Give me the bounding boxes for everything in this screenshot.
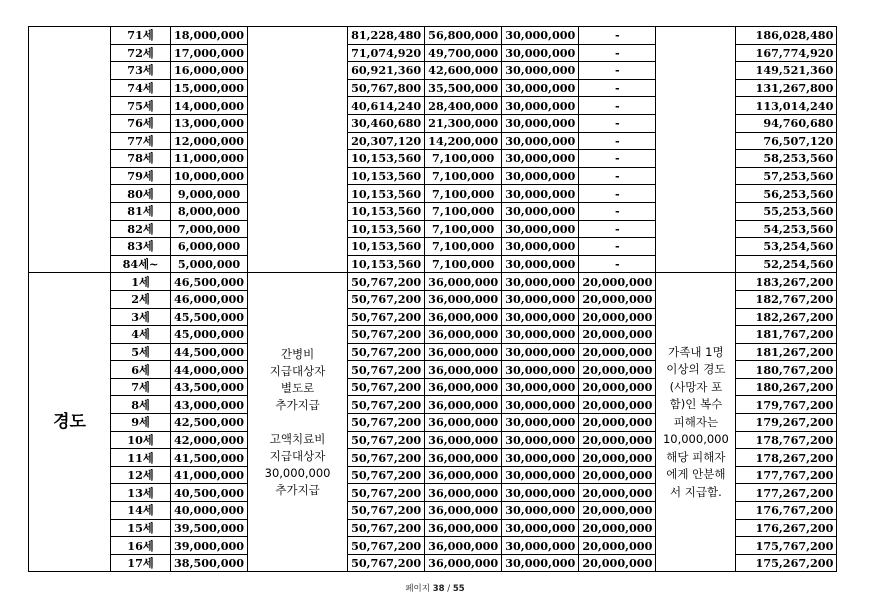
base-amount-cell: 40,000,000 <box>171 502 248 520</box>
family-note-line: 10,000,000 <box>662 432 729 447</box>
page-footer-prefix: 페이지 <box>405 584 430 594</box>
total-amount-cell: 149,521,360 <box>736 62 837 80</box>
amount-cell-4: 50,767,800 <box>348 79 425 97</box>
total-amount-cell: 175,267,200 <box>736 554 837 572</box>
amount-cell-6: 30,000,000 <box>502 44 579 62</box>
amount-cell-6: 30,000,000 <box>502 220 579 238</box>
amount-cell-6: 30,000,000 <box>502 114 579 132</box>
base-amount-cell: 13,000,000 <box>171 114 248 132</box>
amount-cell-6: 30,000,000 <box>502 132 579 150</box>
page-current: 38 <box>432 584 445 594</box>
total-amount-cell: 167,774,920 <box>736 44 837 62</box>
compensation-table <box>28 26 837 572</box>
total-amount-cell: 179,767,200 <box>736 396 837 414</box>
amount-cell-4: 50,767,200 <box>348 519 425 537</box>
amount-cell-7: 20,000,000 <box>579 537 656 555</box>
family-note-line: 함)인 복수 <box>669 397 723 412</box>
amount-cell-5: 36,000,000 <box>425 431 502 449</box>
total-amount-cell: 131,267,800 <box>736 79 837 97</box>
amount-cell-7: 20,000,000 <box>579 466 656 484</box>
amount-cell-7: 20,000,000 <box>579 414 656 432</box>
amount-cell-4: 50,767,200 <box>348 449 425 467</box>
family-note-line: 서 지급함. <box>670 484 722 499</box>
age-cell: 80세 <box>111 185 171 203</box>
amount-cell-6: 30,000,000 <box>502 449 579 467</box>
amount-cell-6: 30,000,000 <box>502 484 579 502</box>
total-amount-cell: 181,767,200 <box>736 326 837 344</box>
amount-cell-7: - <box>579 62 656 80</box>
family-note-cell <box>656 27 736 273</box>
age-cell: 75세 <box>111 97 171 115</box>
age-cell: 15세 <box>111 519 171 537</box>
base-amount-cell: 38,500,000 <box>171 554 248 572</box>
amount-cell-6: 30,000,000 <box>502 185 579 203</box>
base-amount-cell: 10,000,000 <box>171 167 248 185</box>
amount-cell-6: 30,000,000 <box>502 431 579 449</box>
amount-cell-4: 50,767,200 <box>348 431 425 449</box>
amount-cell-6: 30,000,000 <box>502 238 579 256</box>
amount-cell-6: 30,000,000 <box>502 502 579 520</box>
amount-cell-7: 20,000,000 <box>579 308 656 326</box>
amount-cell-5: 36,000,000 <box>425 378 502 396</box>
amount-cell-7: 20,000,000 <box>579 361 656 379</box>
age-cell: 10세 <box>111 431 171 449</box>
amount-cell-5: 7,100,000 <box>425 150 502 168</box>
age-cell: 79세 <box>111 167 171 185</box>
amount-cell-5: 7,100,000 <box>425 238 502 256</box>
amount-cell-4: 71,074,920 <box>348 44 425 62</box>
amount-cell-6: 30,000,000 <box>502 255 579 273</box>
amount-cell-7: - <box>579 114 656 132</box>
amount-cell-5: 36,000,000 <box>425 449 502 467</box>
family-note-line: 해당 피해자 <box>666 449 726 464</box>
age-cell: 16세 <box>111 537 171 555</box>
amount-cell-7: 20,000,000 <box>579 431 656 449</box>
amount-cell-7: - <box>579 238 656 256</box>
amount-cell-6: 30,000,000 <box>502 202 579 220</box>
amount-cell-5: 28,400,000 <box>425 97 502 115</box>
base-amount-cell: 15,000,000 <box>171 79 248 97</box>
amount-cell-7: 20,000,000 <box>579 449 656 467</box>
base-amount-cell: 8,000,000 <box>171 202 248 220</box>
total-amount-cell: 183,267,200 <box>736 273 837 291</box>
age-cell: 71세 <box>111 27 171 45</box>
amount-cell-7: - <box>579 167 656 185</box>
amount-cell-6: 30,000,000 <box>502 290 579 308</box>
amount-cell-7: 20,000,000 <box>579 519 656 537</box>
age-cell: 13세 <box>111 484 171 502</box>
age-cell: 83세 <box>111 238 171 256</box>
base-amount-cell: 45,000,000 <box>171 326 248 344</box>
amount-cell-4: 50,767,200 <box>348 466 425 484</box>
base-amount-cell: 40,500,000 <box>171 484 248 502</box>
base-amount-cell: 43,500,000 <box>171 378 248 396</box>
age-cell: 12세 <box>111 466 171 484</box>
family-note-cell <box>656 273 736 572</box>
amount-cell-6: 30,000,000 <box>502 466 579 484</box>
amount-cell-4: 10,153,560 <box>348 202 425 220</box>
table-row <box>29 273 837 291</box>
family-note-line: 가족내 1명 <box>668 344 724 359</box>
support-note-line: 간병비 <box>280 346 315 361</box>
base-amount-cell: 46,000,000 <box>171 290 248 308</box>
age-cell: 9세 <box>111 414 171 432</box>
amount-cell-6: 30,000,000 <box>502 97 579 115</box>
amount-cell-7: - <box>579 27 656 45</box>
amount-cell-6: 30,000,000 <box>502 27 579 45</box>
amount-cell-4: 50,767,200 <box>348 378 425 396</box>
amount-cell-4: 10,153,560 <box>348 255 425 273</box>
support-note-line: 지급대상자 <box>269 448 326 463</box>
amount-cell-7: - <box>579 255 656 273</box>
support-note-line: 고액치료비 <box>269 431 326 446</box>
amount-cell-7: - <box>579 79 656 97</box>
amount-cell-4: 10,153,560 <box>348 185 425 203</box>
amount-cell-6: 30,000,000 <box>502 62 579 80</box>
amount-cell-6: 30,000,000 <box>502 167 579 185</box>
total-amount-cell: 52,254,560 <box>736 255 837 273</box>
age-cell: 4세 <box>111 326 171 344</box>
age-cell: 78세 <box>111 150 171 168</box>
amount-cell-6: 30,000,000 <box>502 554 579 572</box>
amount-cell-7: - <box>579 44 656 62</box>
age-cell: 5세 <box>111 343 171 361</box>
amount-cell-4: 50,767,200 <box>348 502 425 520</box>
total-amount-cell: 54,253,560 <box>736 220 837 238</box>
amount-cell-4: 10,153,560 <box>348 238 425 256</box>
age-cell: 72세 <box>111 44 171 62</box>
amount-cell-5: 36,000,000 <box>425 290 502 308</box>
support-note-line: 지급대상자 <box>269 363 326 378</box>
amount-cell-5: 56,800,000 <box>425 27 502 45</box>
amount-cell-4: 50,767,200 <box>348 396 425 414</box>
support-note-line <box>252 414 343 431</box>
family-note-line: (사망자 포 <box>669 379 723 394</box>
amount-cell-4: 10,153,560 <box>348 220 425 238</box>
age-cell: 84세~ <box>111 255 171 273</box>
amount-cell-4: 50,767,200 <box>348 554 425 572</box>
base-amount-cell: 44,500,000 <box>171 343 248 361</box>
family-note-line: 에게 안분해 <box>666 467 726 482</box>
amount-cell-5: 36,000,000 <box>425 519 502 537</box>
amount-cell-5: 36,000,000 <box>425 308 502 326</box>
amount-cell-5: 7,100,000 <box>425 185 502 203</box>
amount-cell-5: 35,500,000 <box>425 79 502 97</box>
amount-cell-4: 10,153,560 <box>348 167 425 185</box>
amount-cell-6: 30,000,000 <box>502 326 579 344</box>
amount-cell-4: 50,767,200 <box>348 414 425 432</box>
total-amount-cell: 56,253,560 <box>736 185 837 203</box>
amount-cell-6: 30,000,000 <box>502 308 579 326</box>
grade-cell <box>29 27 111 273</box>
amount-cell-5: 21,300,000 <box>425 114 502 132</box>
base-amount-cell: 42,000,000 <box>171 431 248 449</box>
amount-cell-6: 30,000,000 <box>502 537 579 555</box>
base-amount-cell: 42,500,000 <box>171 414 248 432</box>
base-amount-cell: 11,000,000 <box>171 150 248 168</box>
total-amount-cell: 181,267,200 <box>736 343 837 361</box>
page-total: 55 <box>452 584 465 594</box>
amount-cell-4: 50,767,200 <box>348 343 425 361</box>
total-amount-cell: 53,254,560 <box>736 238 837 256</box>
age-cell: 2세 <box>111 290 171 308</box>
base-amount-cell: 45,500,000 <box>171 308 248 326</box>
total-amount-cell: 182,767,200 <box>736 290 837 308</box>
page-footer <box>0 582 870 594</box>
amount-cell-5: 49,700,000 <box>425 44 502 62</box>
amount-cell-7: 20,000,000 <box>579 502 656 520</box>
amount-cell-5: 36,000,000 <box>425 396 502 414</box>
amount-cell-5: 36,000,000 <box>425 484 502 502</box>
amount-cell-5: 36,000,000 <box>425 273 502 291</box>
age-cell: 77세 <box>111 132 171 150</box>
amount-cell-5: 36,000,000 <box>425 554 502 572</box>
amount-cell-4: 50,767,200 <box>348 361 425 379</box>
age-cell: 73세 <box>111 62 171 80</box>
total-amount-cell: 178,267,200 <box>736 449 837 467</box>
total-amount-cell: 177,267,200 <box>736 484 837 502</box>
amount-cell-7: 20,000,000 <box>579 554 656 572</box>
total-amount-cell: 178,767,200 <box>736 431 837 449</box>
amount-cell-6: 30,000,000 <box>502 343 579 361</box>
amount-cell-4: 50,767,200 <box>348 326 425 344</box>
support-note-line: 추가지급 <box>275 482 320 497</box>
base-amount-cell: 18,000,000 <box>171 27 248 45</box>
support-note-line: 추가지급 <box>275 397 320 412</box>
amount-cell-7: 20,000,000 <box>579 290 656 308</box>
amount-cell-4: 81,228,480 <box>348 27 425 45</box>
total-amount-cell: 176,267,200 <box>736 519 837 537</box>
age-cell: 81세 <box>111 202 171 220</box>
amount-cell-5: 7,100,000 <box>425 202 502 220</box>
total-amount-cell: 57,253,560 <box>736 167 837 185</box>
amount-cell-6: 30,000,000 <box>502 414 579 432</box>
total-amount-cell: 94,760,680 <box>736 114 837 132</box>
support-note-line: 30,000,000 <box>264 465 331 480</box>
age-cell: 82세 <box>111 220 171 238</box>
base-amount-cell: 43,000,000 <box>171 396 248 414</box>
age-cell: 74세 <box>111 79 171 97</box>
amount-cell-5: 36,000,000 <box>425 466 502 484</box>
total-amount-cell: 180,267,200 <box>736 378 837 396</box>
amount-cell-4: 30,460,680 <box>348 114 425 132</box>
total-amount-cell: 76,507,120 <box>736 132 837 150</box>
amount-cell-5: 36,000,000 <box>425 361 502 379</box>
base-amount-cell: 9,000,000 <box>171 185 248 203</box>
age-cell: 11세 <box>111 449 171 467</box>
amount-cell-7: - <box>579 202 656 220</box>
age-cell: 7세 <box>111 378 171 396</box>
amount-cell-7: 20,000,000 <box>579 343 656 361</box>
total-amount-cell: 177,767,200 <box>736 466 837 484</box>
base-amount-cell: 41,500,000 <box>171 449 248 467</box>
amount-cell-6: 30,000,000 <box>502 273 579 291</box>
base-amount-cell: 16,000,000 <box>171 62 248 80</box>
support-note-line: 별도로 <box>280 380 315 395</box>
amount-cell-7: - <box>579 185 656 203</box>
amount-cell-6: 30,000,000 <box>502 378 579 396</box>
amount-cell-7: - <box>579 97 656 115</box>
amount-cell-7: - <box>579 150 656 168</box>
amount-cell-7: - <box>579 220 656 238</box>
amount-cell-4: 50,767,200 <box>348 537 425 555</box>
base-amount-cell: 44,000,000 <box>171 361 248 379</box>
total-amount-cell: 113,014,240 <box>736 97 837 115</box>
age-cell: 3세 <box>111 308 171 326</box>
base-amount-cell: 46,500,000 <box>171 273 248 291</box>
total-amount-cell: 182,267,200 <box>736 308 837 326</box>
amount-cell-4: 40,614,240 <box>348 97 425 115</box>
amount-cell-5: 7,100,000 <box>425 255 502 273</box>
base-amount-cell: 5,000,000 <box>171 255 248 273</box>
amount-cell-7: 20,000,000 <box>579 484 656 502</box>
amount-cell-5: 36,000,000 <box>425 502 502 520</box>
base-amount-cell: 41,000,000 <box>171 466 248 484</box>
age-cell: 76세 <box>111 114 171 132</box>
amount-cell-4: 50,767,200 <box>348 484 425 502</box>
grade-cell: 경도 <box>29 273 111 572</box>
amount-cell-7: 20,000,000 <box>579 396 656 414</box>
age-cell: 14세 <box>111 502 171 520</box>
amount-cell-4: 50,767,200 <box>348 308 425 326</box>
amount-cell-7: 20,000,000 <box>579 378 656 396</box>
amount-cell-5: 36,000,000 <box>425 326 502 344</box>
amount-cell-4: 50,767,200 <box>348 273 425 291</box>
amount-cell-4: 10,153,560 <box>348 150 425 168</box>
base-amount-cell: 7,000,000 <box>171 220 248 238</box>
amount-cell-6: 30,000,000 <box>502 361 579 379</box>
table-row <box>29 27 837 45</box>
base-amount-cell: 6,000,000 <box>171 238 248 256</box>
amount-cell-6: 30,000,000 <box>502 519 579 537</box>
base-amount-cell: 17,000,000 <box>171 44 248 62</box>
base-amount-cell: 39,500,000 <box>171 519 248 537</box>
age-cell: 17세 <box>111 554 171 572</box>
amount-cell-6: 30,000,000 <box>502 79 579 97</box>
total-amount-cell: 179,267,200 <box>736 414 837 432</box>
support-note-cell <box>248 273 348 572</box>
total-amount-cell: 176,767,200 <box>736 502 837 520</box>
family-note-line: 피해자는 <box>673 414 719 429</box>
amount-cell-5: 42,600,000 <box>425 62 502 80</box>
amount-cell-5: 7,100,000 <box>425 167 502 185</box>
total-amount-cell: 186,028,480 <box>736 27 837 45</box>
amount-cell-4: 20,307,120 <box>348 132 425 150</box>
amount-cell-4: 60,921,360 <box>348 62 425 80</box>
amount-cell-6: 30,000,000 <box>502 150 579 168</box>
total-amount-cell: 58,253,560 <box>736 150 837 168</box>
amount-cell-5: 7,100,000 <box>425 220 502 238</box>
base-amount-cell: 12,000,000 <box>171 132 248 150</box>
total-amount-cell: 180,767,200 <box>736 361 837 379</box>
amount-cell-4: 50,767,200 <box>348 290 425 308</box>
page-separator: / <box>447 584 451 594</box>
age-cell: 8세 <box>111 396 171 414</box>
support-note-cell <box>248 27 348 273</box>
amount-cell-5: 36,000,000 <box>425 537 502 555</box>
amount-cell-5: 14,200,000 <box>425 132 502 150</box>
amount-cell-6: 30,000,000 <box>502 396 579 414</box>
amount-cell-7: - <box>579 132 656 150</box>
base-amount-cell: 39,000,000 <box>171 537 248 555</box>
amount-cell-5: 36,000,000 <box>425 343 502 361</box>
amount-cell-7: 20,000,000 <box>579 326 656 344</box>
total-amount-cell: 55,253,560 <box>736 202 837 220</box>
amount-cell-5: 36,000,000 <box>425 414 502 432</box>
age-cell: 6세 <box>111 361 171 379</box>
amount-cell-7: 20,000,000 <box>579 273 656 291</box>
family-note-line: 이상의 경도 <box>666 362 726 377</box>
base-amount-cell: 14,000,000 <box>171 97 248 115</box>
age-cell: 1세 <box>111 273 171 291</box>
total-amount-cell: 175,767,200 <box>736 537 837 555</box>
